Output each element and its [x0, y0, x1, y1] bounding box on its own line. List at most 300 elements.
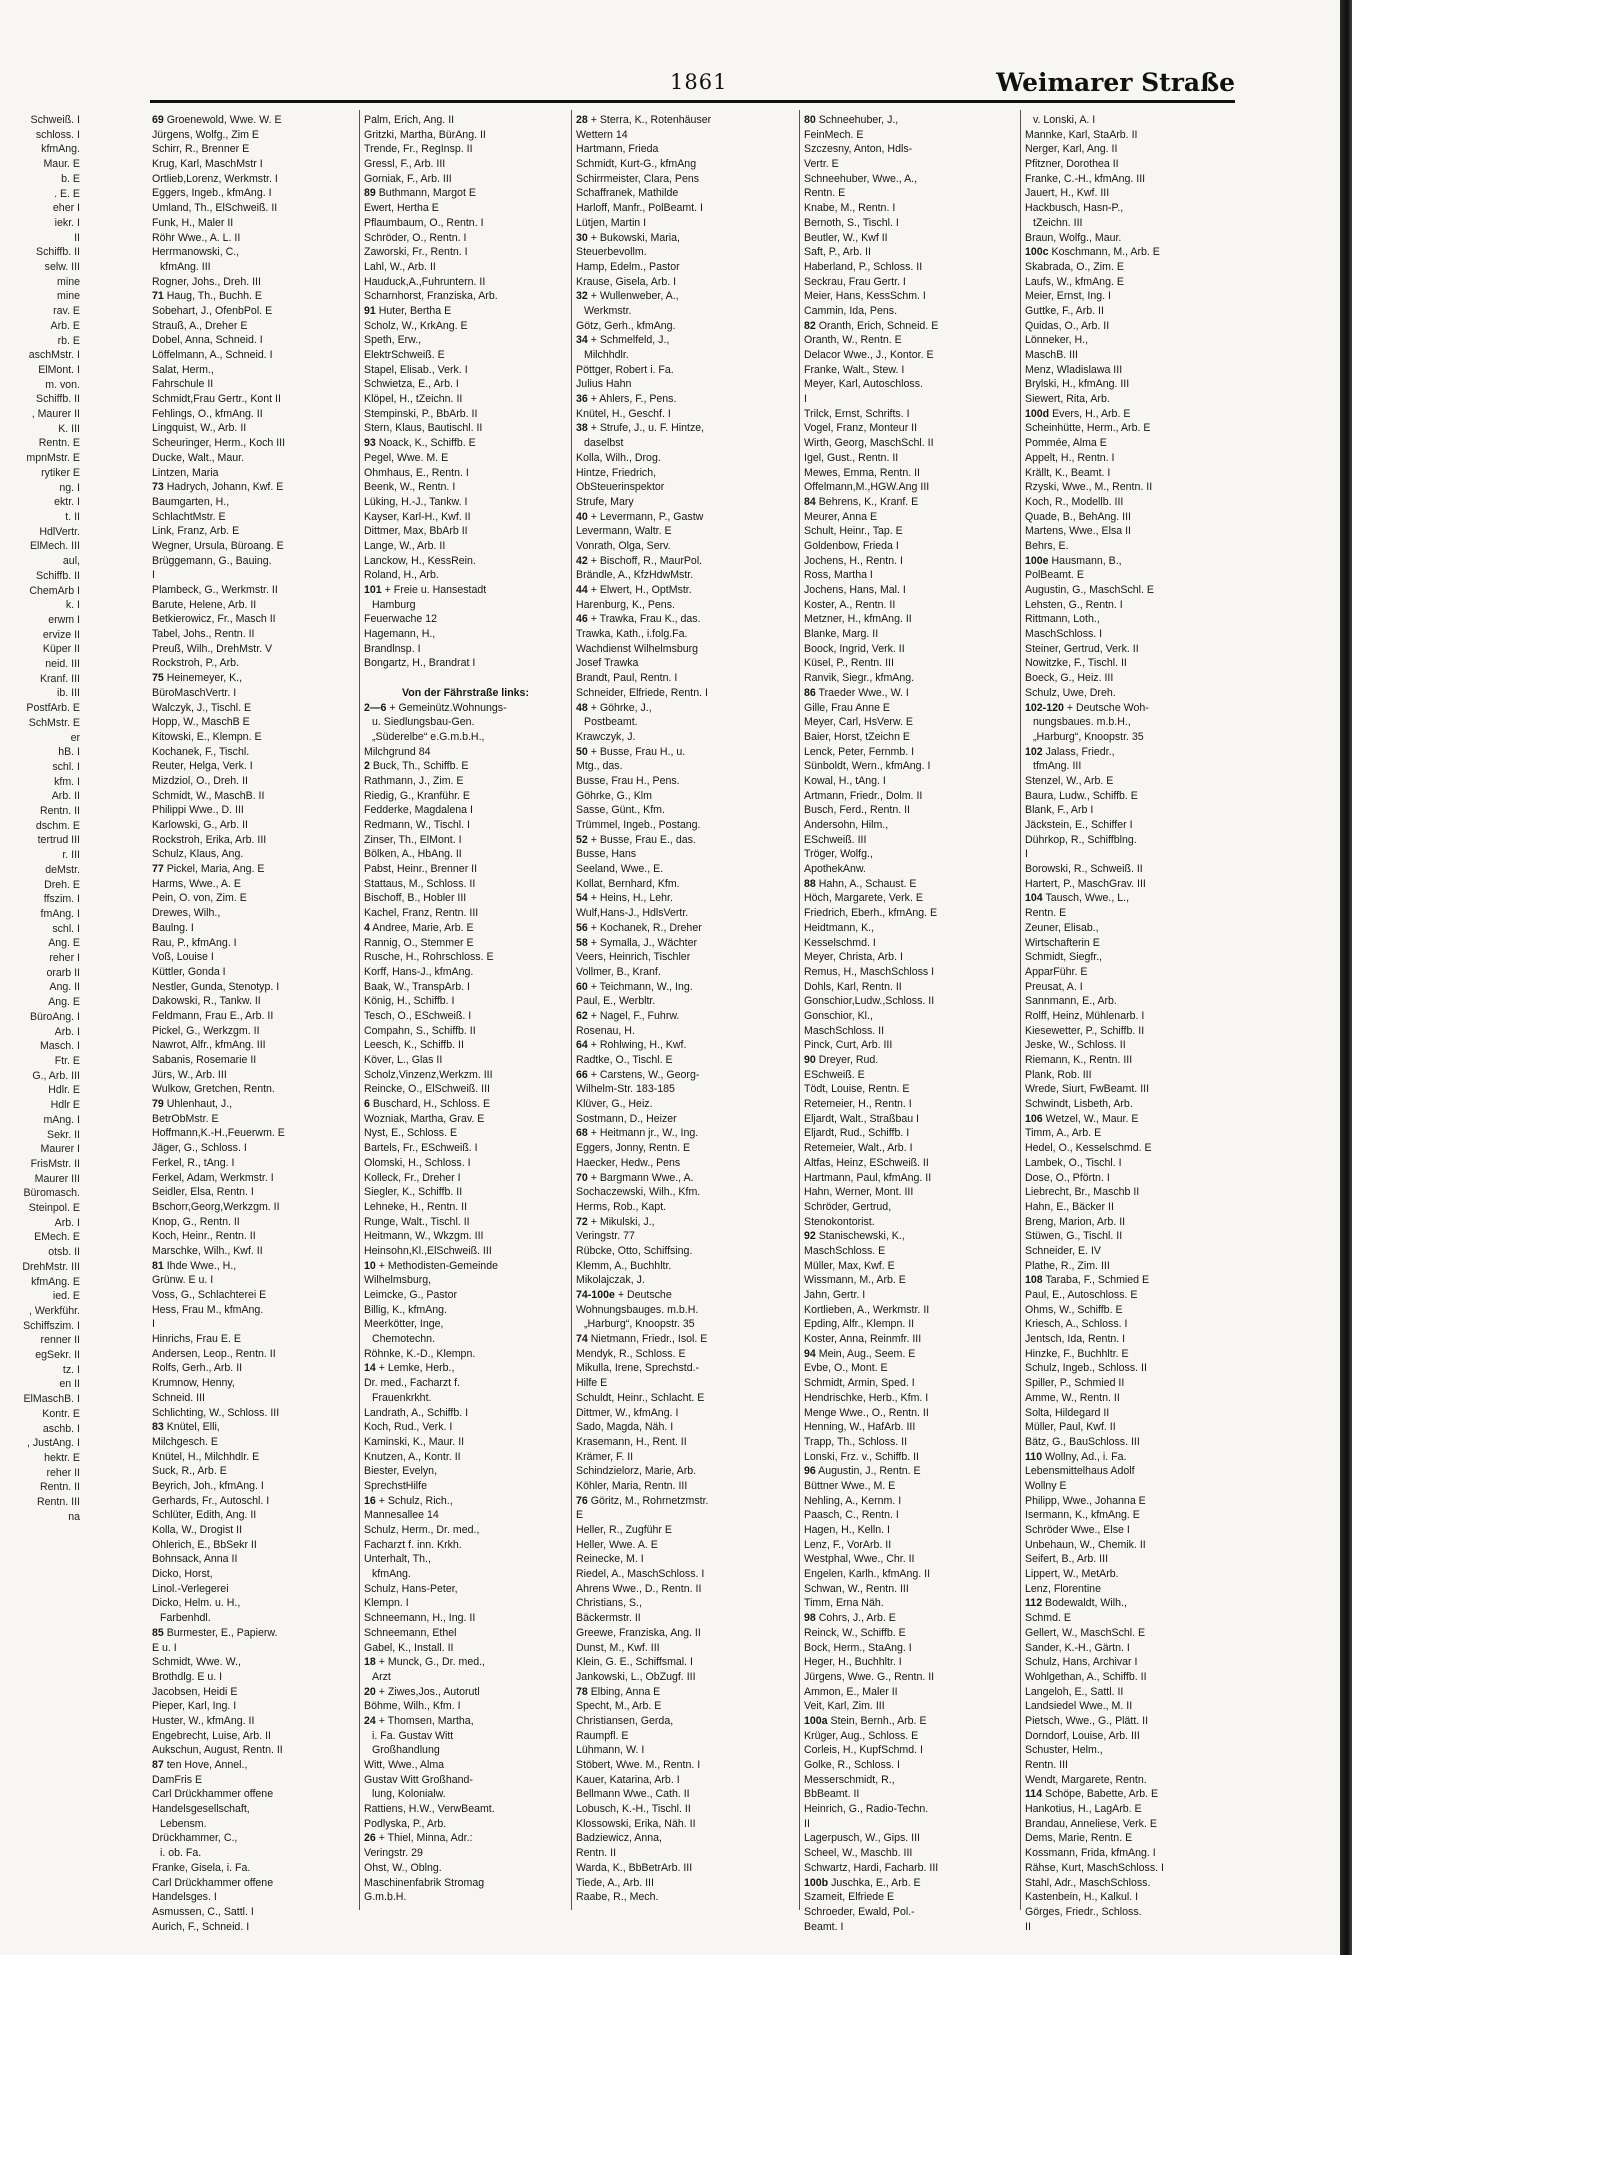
resident-entry: I: [1025, 848, 1028, 861]
resident-entry: Rolff, Heinz, Mühlenarb. I: [1025, 1009, 1145, 1022]
resident-entry: Lingquist, W., Arb. II: [152, 422, 247, 435]
resident-entry: Wulkow, Gretchen, Rentn.: [152, 1083, 275, 1096]
resident-entry: Zinser, Th., ElMont. I: [364, 833, 462, 846]
resident-entry: Schuster, Helm.,: [1025, 1744, 1103, 1757]
resident-entry: Görges, Friedr., Schloss.: [1025, 1905, 1142, 1918]
house-entry: 86 Traeder Wwe., W. I: [804, 686, 909, 699]
resident-entry: Siegler, K., Schiffb. II: [364, 1186, 463, 1199]
resident-entry: Salat, Herm.,: [152, 363, 214, 376]
resident-entry: Trende, Fr., RegInsp. II: [364, 143, 473, 156]
resident-entry: Kolleck, Fr., Dreher I: [364, 1171, 461, 1184]
resident-entry: Marschke, Wilh., Kwf. II: [152, 1244, 263, 1257]
resident-entry: Martens, Wwe., Elsa II: [1025, 525, 1131, 538]
resident-entry: Steiner, Gertrud, Verk. II: [1025, 642, 1139, 655]
resident-entry: Dorndorf, Louise, Arb. III: [1025, 1729, 1140, 1742]
resident-entry: Krug, Karl, MaschMstr I: [152, 158, 263, 171]
resident-entry: Vertr. E: [804, 158, 839, 171]
resident-entry: Levermann, Waltr. E: [576, 525, 672, 538]
resident-entry: Pflaumbaum, O., Rentn. I: [364, 216, 484, 229]
resident-entry: Baak, W., TranspArb. I: [364, 980, 470, 993]
resident-entry: Baulng. I: [152, 921, 194, 934]
resident-entry: Josef Trawka: [576, 657, 639, 670]
resident-entry: Sobehart, J., OfenbPol. E: [152, 304, 273, 317]
margin-fragment: . E. E: [54, 187, 80, 200]
house-entry: 101 + Freie u. Hansestadt: [364, 584, 487, 596]
margin-fragment: HdlVertr.: [39, 525, 80, 538]
resident-entry: Hoffmann,K.-H.,Feuerwm. E: [152, 1127, 285, 1140]
resident-entry: Milchgrund 84: [364, 745, 431, 758]
house-entry: 82 Oranth, Erich, Schneid. E: [804, 319, 939, 332]
resident-entry: Hedel, O., Kesselschmd. E: [1025, 1142, 1152, 1155]
resident-entry: Behrs, E.: [1025, 539, 1069, 552]
scan-edge: [1340, 0, 1352, 1955]
resident-entry: kfmAng. III: [160, 260, 211, 273]
resident-entry: Schlichting, W., Schloss. III: [152, 1406, 280, 1419]
resident-entry: Pietsch, Wwe., G., Plätt. II: [1025, 1714, 1149, 1727]
resident-entry: Linol.-Verlegerei: [152, 1582, 229, 1595]
house-entry: 68 + Heitmann jr., W., Ing.: [576, 1127, 699, 1140]
margin-fragment: Maur. E: [43, 158, 80, 171]
resident-entry: Schneehuber, Wwe., A.,: [804, 172, 918, 185]
resident-entry: Quidas, O., Arb. II: [1025, 319, 1110, 332]
resident-entry: Nyst, E., Schloss. E: [364, 1127, 458, 1140]
resident-entry: v. Lonski, A. I: [1033, 114, 1096, 126]
house-entry: 100c Koschmann, M., Arb. E: [1025, 246, 1160, 259]
resident-entry: Stattaus, M., Schloss. II: [364, 877, 476, 890]
resident-entry: Gorniak, F., Arb. III: [364, 172, 452, 185]
margin-fragment: tz. I: [62, 1363, 80, 1376]
resident-entry: Franke, Gisela, i. Fa.: [152, 1861, 251, 1874]
margin-fragment: Ftr. E: [54, 1055, 80, 1067]
resident-entry: Pabst, Heinr., Brenner II: [364, 863, 478, 876]
resident-entry: tZeichn. III: [1033, 216, 1083, 229]
resident-entry: Schmidt, Kurt-G., kfmAng: [576, 158, 697, 171]
resident-entry: Rattiens, H.W., VerwBeamt.: [364, 1803, 495, 1816]
resident-entry: Klüver, G., Heiz.: [576, 1098, 653, 1111]
resident-entry: Schuldt, Heinr., Schlacht. E: [576, 1391, 705, 1404]
house-entry: 20 + Ziwes,Jos., Autorutl: [364, 1685, 480, 1698]
resident-entry: Hopp, W., MaschB E: [152, 716, 250, 729]
margin-fragment: ffszim. I: [43, 893, 80, 906]
resident-entry: II: [1025, 1920, 1031, 1933]
resident-entry: Stüwen, G., Tischl. II: [1025, 1230, 1123, 1243]
resident-entry: Koch, R., Modellb. III: [1025, 495, 1124, 508]
resident-entry: Kowal, H., tAng. I: [804, 774, 886, 787]
resident-entry: Ohmhaus, E., Rentn. I: [364, 466, 469, 479]
resident-entry: Rittmann, Loth.,: [1025, 613, 1100, 626]
resident-entry: Bschorr,Georg,Werkzgm. II: [152, 1200, 280, 1213]
margin-fragment: Rentn. II: [39, 805, 80, 818]
resident-entry: Metzner, H., kfmAng. II: [804, 613, 912, 626]
house-entry: 24 + Thomsen, Martha,: [364, 1714, 474, 1727]
resident-entry: Lambek, O., Tischl. I: [1025, 1156, 1122, 1169]
resident-entry: Lonski, Frz. v., Schiffb. II: [804, 1450, 919, 1463]
resident-entry: Paul, E., Werbltr.: [576, 995, 656, 1008]
margin-fragment: ib. III: [57, 687, 80, 700]
resident-entry: Schroeder, Ewald, Pol.-: [804, 1905, 915, 1918]
resident-entry: Schmidt, Wwe. W.,: [152, 1656, 241, 1669]
resident-entry: Billig, K., kfmAng.: [364, 1303, 448, 1316]
house-entry: 94 Mein, Aug., Seem. E: [804, 1347, 916, 1360]
resident-entry: Tödt, Louise, Rentn. E: [804, 1083, 910, 1096]
resident-entry: Preusat, A. I: [1025, 980, 1083, 993]
resident-entry: Wachdienst Wilhelmsburg: [576, 642, 699, 655]
resident-entry: Wissmann, M., Arb. E: [804, 1274, 906, 1287]
resident-entry: kfmAng.: [372, 1568, 411, 1581]
resident-entry: Jauert, H., Kwf. III: [1025, 187, 1110, 200]
resident-entry: Arzt: [372, 1670, 391, 1683]
house-entry: 93 Noack, K., Schiffb. E: [364, 437, 476, 450]
resident-entry: Eggers, Ingeb., kfmAng. I: [152, 187, 272, 200]
resident-entry: Hagemann, H.,: [364, 628, 436, 641]
margin-fragment: BüroAng. I: [29, 1010, 80, 1023]
resident-entry: Voss, G., Schlachterei E: [152, 1289, 267, 1301]
house-entry: 6 Buschard, H., Schloss. E: [364, 1098, 491, 1111]
resident-entry: Frauenkrkht.: [372, 1391, 432, 1404]
resident-entry: Pegel, Wwe. M. E: [364, 451, 449, 464]
resident-entry: Podlyska, P., Arb.: [364, 1817, 447, 1830]
resident-entry: Maschinenfabrik Stromag: [364, 1876, 485, 1889]
house-entry: 70 + Bargmann Wwe., A.: [576, 1171, 694, 1184]
house-entry: 44 + Elwert, H., OptMstr.: [576, 584, 692, 596]
resident-entry: Herrmanowski, C.,: [152, 246, 240, 259]
resident-entry: Meerkötter, Inge,: [364, 1318, 444, 1331]
resident-entry: G.m.b.H.: [364, 1891, 407, 1904]
margin-fragment: selw. III: [44, 261, 80, 274]
resident-entry: Amme, W., Rentn. II: [1025, 1391, 1120, 1404]
house-entry: 4 Andree, Marie, Arb. E: [364, 921, 474, 934]
margin-fragment: Schiffb. II: [36, 393, 80, 406]
margin-fragment: Schiffb. II: [36, 569, 80, 582]
resident-entry: Zaworski, Fr., Rentn. I: [364, 246, 468, 259]
resident-entry: Nestler, Gunda, Stenotyp. I: [152, 980, 280, 993]
resident-entry: Mikulla, Irene, Sprechstd.-: [576, 1362, 700, 1375]
resident-entry: Christiansen, Gerda,: [576, 1714, 674, 1727]
resident-entry: Jochens, Hans, Mal. I: [804, 584, 906, 596]
resident-entry: Milchgesch. E: [152, 1435, 218, 1448]
house-entry: 16 + Schulz, Rich.,: [364, 1494, 453, 1507]
resident-entry: Liebrecht, Br., Maschb II: [1025, 1186, 1140, 1199]
resident-entry: Mewes, Emma, Rentn. II: [804, 466, 920, 479]
resident-entry: Lenck, Peter, Fernmb. I: [804, 745, 915, 758]
resident-entry: Julius Hahn: [576, 378, 632, 391]
resident-entry: Pieper, Karl, Ing. I: [152, 1700, 237, 1713]
resident-entry: Schmidt, Armin, Sped. I: [804, 1377, 915, 1390]
margin-fragment: Steinpol. E: [28, 1202, 80, 1215]
resident-entry: Stahl, Adr., MaschSchloss.: [1025, 1876, 1151, 1889]
resident-entry: Badziewicz, Anna,: [576, 1832, 662, 1845]
resident-entry: Gressl, F., Arb. III: [364, 158, 446, 171]
margin-fragment: Schiffb. II: [36, 246, 80, 259]
resident-entry: Mizdziol, O., Dreh. II: [152, 774, 248, 787]
resident-entry: Tesch, O., ESchweiß. I: [364, 1009, 472, 1022]
house-entry: 78 Elbing, Anna E: [576, 1685, 661, 1698]
resident-entry: Brandlnsp. I: [364, 642, 421, 655]
resident-entry: Jochens, H., Rentn. I: [804, 554, 903, 567]
resident-entry: Kriesch, A., Schloss. I: [1025, 1318, 1128, 1331]
resident-entry: Gustav Witt Großhand-: [364, 1773, 473, 1786]
margin-fragment: , JustAng. I: [27, 1437, 80, 1450]
resident-entry: Scheinhütte, Herm., Arb. E: [1025, 422, 1151, 435]
margin-fragment: Kranf. III: [39, 672, 80, 685]
resident-entry: Hauduck,A.,Fuhruntern. II: [364, 275, 486, 288]
resident-entry: Busse, Hans: [576, 848, 637, 861]
resident-entry: Stern, Klaus, Bautischl. II: [364, 422, 483, 435]
resident-entry: Feuerwache 12: [364, 613, 438, 626]
resident-entry: Lippert, W., MetArb.: [1025, 1568, 1119, 1581]
directory-column-2: [364, 113, 567, 1905]
house-entry: 73 Hadrych, Johann, Kwf. E: [152, 481, 284, 494]
resident-entry: Lebensm.: [160, 1817, 207, 1830]
resident-entry: Schindzielorz, Marie, Arb.: [576, 1465, 697, 1478]
resident-entry: ApparFühr. E: [1025, 965, 1088, 978]
resident-entry: Paul, E., Autoschloss. E: [1025, 1289, 1138, 1301]
resident-entry: Ahrens Wwe., D., Rentn. II: [576, 1582, 702, 1595]
resident-entry: Riedel, A., MaschSchloss. I: [576, 1568, 705, 1581]
resident-entry: Klempn. I: [364, 1597, 409, 1610]
resident-entry: Jäckstein, E., Schiffer I: [1025, 819, 1133, 831]
resident-entry: Klossowski, Erika, Näh. II: [576, 1817, 696, 1830]
resident-entry: Kollat, Bernhard, Kfm.: [576, 877, 680, 890]
resident-entry: Bongartz, H., Brandrat I: [364, 657, 476, 670]
resident-entry: Unterhalt, Th.,: [364, 1553, 431, 1566]
resident-entry: Drückhammer, C.,: [152, 1832, 238, 1845]
house-entry: 62 + Nagel, F., Fuhrw.: [576, 1009, 680, 1022]
resident-entry: Pein, O. von, Zim. E: [152, 892, 247, 905]
resident-entry: Lange, W., Arb. II: [364, 539, 446, 552]
resident-entry: Nerger, Karl, Ang. II: [1025, 143, 1118, 156]
resident-entry: Ranvik, Siegr., kfmAng.: [804, 672, 915, 685]
resident-entry: MaschSchloss. II: [804, 1024, 885, 1037]
resident-entry: Veringstr. 77: [576, 1230, 635, 1243]
resident-entry: Knabe, M., Rentn. I: [804, 202, 896, 215]
resident-entry: Barute, Helene, Arb. II: [152, 598, 257, 611]
resident-entry: Sander, K.-H., Gärtn. I: [1025, 1641, 1130, 1654]
resident-entry: Schneemann, Ethel: [364, 1626, 457, 1639]
resident-entry: I: [152, 569, 155, 582]
resident-entry: Betkierowicz, Fr., Masch II: [152, 613, 276, 626]
margin-fragment: Rentn. E: [38, 437, 80, 450]
resident-entry: Franke, C.-H., kfmAng. III: [1025, 172, 1146, 185]
resident-entry: Rosenau, H.: [576, 1024, 635, 1037]
resident-entry: Veers, Heinrich, Tischler: [576, 951, 691, 964]
column-separator: [1020, 110, 1021, 1910]
house-entry: 90 Dreyer, Rud.: [804, 1054, 879, 1066]
resident-entry: Kortlieben, A., Werkmstr. II: [804, 1303, 930, 1316]
resident-entry: Ohlerich, E., BbSekr II: [152, 1538, 257, 1551]
margin-fragment: r. III: [62, 849, 80, 862]
house-entry: 88 Hahn, A., Schaust. E: [804, 877, 917, 890]
margin-fragment: ervize II: [42, 628, 80, 641]
resident-entry: Kauer, Katarina, Arb. I: [576, 1773, 680, 1786]
house-entry: 84 Behrens, K., Kranf. E: [804, 495, 919, 508]
margin-fragment: aul,: [62, 555, 80, 568]
resident-entry: Andersohn, Hilm.,: [804, 819, 889, 831]
resident-entry: Riedig, G., Kranführ. E: [364, 789, 470, 802]
resident-entry: Speth, Erw.,: [364, 334, 422, 347]
house-entry: 91 Huter, Bertha E: [364, 304, 452, 317]
resident-entry: Facharzt f. inn. Krkh.: [364, 1538, 462, 1551]
resident-entry: Hintze, Friedrich,: [576, 466, 657, 479]
resident-entry: Lüking, H.-J., Tankw. I: [364, 495, 468, 508]
margin-fragment: schl. I: [52, 922, 80, 935]
resident-entry: Rentn. II: [576, 1847, 617, 1860]
resident-entry: Schneid. III: [152, 1391, 205, 1404]
resident-entry: Hinrichs, Frau E. E: [152, 1333, 241, 1346]
resident-entry: Compahn, S., Schiffb. II: [364, 1024, 476, 1037]
running-head: Weimarer Straße: [996, 68, 1235, 97]
resident-entry: Kiesewetter, P., Schiffb. II: [1025, 1024, 1145, 1037]
resident-entry: Friedrich, Eberh., kfmAng. E: [804, 907, 938, 920]
resident-entry: Plambeck, G., Werkmstr. II: [152, 584, 278, 596]
margin-fragment: Arb. I: [54, 1216, 80, 1229]
margin-fragment: G., Arb. III: [32, 1069, 80, 1082]
resident-entry: Sostmann, D., Heizer: [576, 1112, 677, 1125]
resident-entry: tfmAng. III: [1033, 760, 1082, 773]
resident-entry: Eggers, Jonny, Rentn. E: [576, 1142, 691, 1155]
margin-fragment: rav. E: [53, 305, 80, 318]
resident-entry: Solta, Hildegard II: [1025, 1406, 1110, 1419]
house-entry: 60 + Teichmann, W., Ing.: [576, 980, 693, 993]
margin-fragment: eher I: [52, 202, 80, 215]
resident-entry: Jürgens, Wolfg., Zim E: [152, 128, 259, 141]
margin-fragment: iekr. I: [54, 216, 80, 229]
resident-entry: Epding, Alfr., Klempn. II: [804, 1318, 915, 1331]
resident-entry: Kaminski, K., Maur. II: [364, 1435, 465, 1448]
resident-entry: Aukschun, August, Rentn. II: [152, 1744, 283, 1757]
margin-fragment: SchMstr. E: [28, 716, 80, 729]
resident-entry: Lühmann, W. I: [576, 1744, 645, 1757]
resident-entry: Kayser, Karl-H., Kwf. II: [364, 510, 471, 523]
resident-entry: Köhler, Maria, Rentn. III: [576, 1479, 688, 1492]
resident-entry: Link, Franz, Arb. E: [152, 525, 240, 538]
resident-entry: „Harburg“, Knoopstr. 35: [1033, 730, 1144, 743]
resident-entry: Drewes, Wilh.,: [152, 907, 221, 920]
house-entry: 79 Uhlenhaut, J.,: [152, 1098, 233, 1111]
margin-fragment: , Werkführ.: [28, 1304, 80, 1317]
resident-entry: Langeloh, E., Sattl. II: [1025, 1685, 1124, 1698]
resident-entry: Dittmer, Max, BbArb II: [364, 525, 468, 538]
margin-fragment: , Maurer II: [31, 408, 80, 421]
margin-fragment: schl. I: [52, 760, 80, 773]
house-entry: 64 + Rohlwing, H., Kwf.: [576, 1039, 687, 1052]
resident-entry: Brylski, H., kfmAng. III: [1025, 378, 1130, 391]
resident-entry: E: [576, 1509, 584, 1522]
resident-entry: Heidtmann, K.,: [804, 921, 875, 934]
resident-entry: Rusche, H., Rohrschloss. E: [364, 951, 494, 964]
resident-entry: Gonschior,Ludw.,Schloss. II: [804, 995, 935, 1008]
resident-entry: daselbst: [584, 437, 624, 450]
margin-fragment: Schweiß. I: [30, 114, 80, 126]
margin-fragment: renner II: [40, 1334, 80, 1347]
resident-entry: Grünw. E u. I: [152, 1274, 214, 1287]
resident-entry: Pöttger, Robert i. Fa.: [576, 363, 674, 376]
resident-entry: Warda, K., BbBetrArb. III: [576, 1861, 693, 1874]
resident-entry: Leesch, K., Schiffb. II: [364, 1039, 464, 1052]
resident-entry: Dobel, Anna, Schneid. I: [152, 334, 263, 347]
resident-entry: Aurich, F., Schneid. I: [152, 1920, 250, 1933]
resident-entry: Carl Drückhammer offene: [152, 1876, 274, 1889]
resident-entry: Meier, Ernst, Ing. I: [1025, 290, 1111, 303]
resident-entry: Schmidt, W., MaschB. II: [152, 789, 265, 802]
resident-entry: Gabel, K., Install. II: [364, 1641, 454, 1654]
resident-entry: Franke, Walt., Stew. I: [804, 363, 905, 376]
resident-entry: Jäger, G., Schloss. I: [152, 1142, 247, 1155]
house-entry: 106 Wetzel, W., Maur. E: [1025, 1112, 1139, 1125]
resident-entry: Rogner, Johs., Dreh. III: [152, 275, 261, 288]
resident-entry: Engebrecht, Luise, Arb. II: [152, 1729, 271, 1742]
resident-entry: Haecker, Hedw., Pens: [576, 1156, 681, 1169]
house-entry: 52 + Busse, Frau E., das.: [576, 833, 696, 846]
resident-entry: Busse, Frau H., Pens.: [576, 774, 680, 787]
directory-column-4: [804, 113, 1016, 1934]
resident-entry: Handelsgesellschaft,: [152, 1803, 250, 1816]
house-entry: 74-100e + Deutsche: [576, 1289, 672, 1301]
resident-entry: Tabel, Johs., Rentn. II: [152, 628, 255, 641]
resident-entry: Ducke, Walt., Maur.: [152, 451, 245, 464]
resident-entry: Artmann, Friedr., Dolm. II: [804, 789, 923, 802]
resident-entry: Lagerpusch, W., Gips. III: [804, 1832, 920, 1845]
resident-entry: Ammon, E., Maler II: [804, 1685, 898, 1698]
margin-fragment: Hdlr E: [50, 1099, 80, 1112]
resident-entry: Pfitzner, Dorothea II: [1025, 158, 1119, 171]
resident-entry: Küttler, Gonda I: [152, 965, 226, 978]
resident-entry: Augustin, G., MaschSchl. E: [1025, 584, 1154, 596]
resident-entry: Hinzke, F., Buchhltr. E: [1025, 1347, 1129, 1360]
resident-entry: Knutzen, A., Kontr. II: [364, 1450, 461, 1463]
resident-entry: Beutler, W., Kwf II: [804, 231, 888, 244]
resident-entry: Suck, R., Arb. E: [152, 1465, 227, 1478]
resident-entry: Kastenbein, H., Kalkul. I: [1025, 1891, 1139, 1904]
resident-entry: MaschB. III: [1025, 349, 1078, 361]
resident-entry: Hendrischke, Herb., Kfm. I: [804, 1391, 929, 1404]
resident-entry: Werkmstr.: [584, 304, 632, 317]
resident-entry: Sabanis, Rosemarie II: [152, 1054, 257, 1066]
resident-entry: Klemm, A., Buchhltr.: [576, 1259, 672, 1272]
resident-entry: II: [804, 1817, 810, 1830]
house-entry: 100e Hausmann, B.,: [1025, 554, 1122, 567]
house-entry: 89 Buthmann, Margot E: [364, 187, 476, 200]
resident-entry: Biester, Evelyn,: [364, 1465, 438, 1478]
resident-entry: Boock, Ingrid, Verk. II: [804, 642, 905, 655]
resident-entry: Koster, A., Rentn. II: [804, 598, 896, 611]
resident-entry: Strufe, Mary: [576, 495, 634, 508]
resident-entry: Roland, H., Arb.: [364, 569, 439, 582]
resident-entry: Schröder, Gertrud,: [804, 1200, 892, 1213]
resident-entry: Rau, P., kfmAng. I: [152, 936, 237, 949]
margin-fragment: k. I: [65, 599, 80, 612]
resident-entry: Ferkel, R., tAng. I: [152, 1156, 235, 1169]
resident-entry: Sünboldt, Wern., kfmAng. I: [804, 760, 931, 773]
resident-entry: Voß, Louise I: [152, 951, 214, 964]
margin-fragment: Ang. E: [48, 996, 80, 1009]
house-entry: 74 Nietmann, Friedr., Isol. E: [576, 1333, 708, 1346]
house-entry: 2 Buck, Th., Schiffb. E: [364, 760, 469, 773]
resident-entry: Hankotius, H., LagArb. E: [1025, 1803, 1142, 1816]
resident-entry: Heger, H., Buchhltr. I: [804, 1656, 902, 1669]
resident-entry: Jahn, Gertr. I: [804, 1289, 866, 1301]
resident-entry: Göhrke, G., Klm: [576, 789, 652, 802]
resident-entry: Hackbusch, Hasn-P.,: [1025, 202, 1124, 215]
house-entry: 50 + Busse, Frau H., u.: [576, 745, 686, 758]
resident-entry: Sannmann, E., Arb.: [1025, 995, 1117, 1008]
margin-fragment: Maurer I: [40, 1143, 80, 1156]
resident-entry: Wrede, Siurt, FwBeamt. III: [1025, 1083, 1150, 1096]
margin-fragment: deMstr.: [45, 863, 80, 876]
house-entry: 81 Ihde Wwe., H.,: [152, 1259, 237, 1272]
resident-entry: Lenz, Florentine: [1025, 1582, 1101, 1595]
house-entry: 30 + Bukowski, Maria,: [576, 231, 680, 244]
